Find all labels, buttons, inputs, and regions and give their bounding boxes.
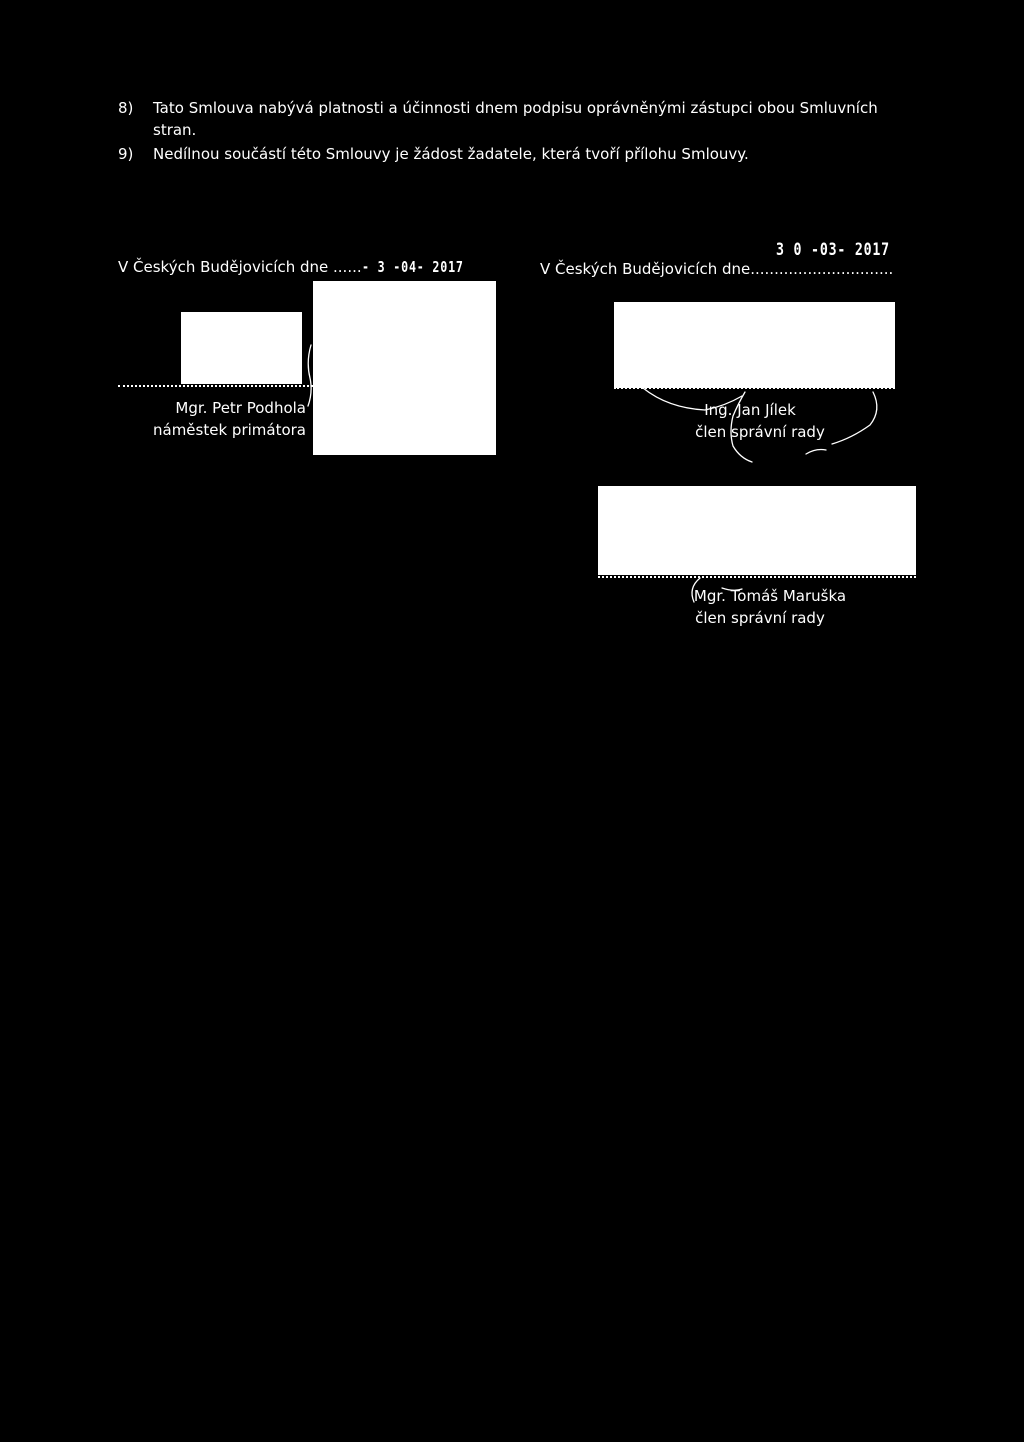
signature-stroke (692, 578, 700, 602)
signatory-role: člen správní rady (695, 423, 825, 441)
handwritten-date: - 3 -04- 2017 (361, 258, 464, 276)
signature-stroke (643, 388, 742, 410)
signatory-role: člen správní rady (695, 609, 825, 627)
signature-stroke (308, 345, 311, 406)
handwritten-date: 3 0 -03- 2017 (776, 240, 890, 260)
signatory-name: Mgr. Petr Podhola (175, 399, 306, 417)
place-prefix: V Českých Budějovicích dne (118, 258, 329, 276)
signature-stroke (731, 392, 752, 462)
clause-number: 8) (118, 99, 134, 117)
clause-number: 9) (118, 145, 134, 163)
place-prefix: V Českých Budějovicích dne (540, 260, 751, 278)
signatory-name: Mgr. Tomáš Maruška (693, 587, 847, 605)
clause-text: Nedílnou součástí této Smlouvy je žádost žadatele, která tvoří přílohu Smlouvy. (153, 145, 749, 163)
signatory-role: náměstek primátora (153, 421, 306, 439)
signatory-name: Ing. Jan Jílek (704, 401, 796, 419)
date-dots: ...... (333, 258, 362, 276)
signature-stroke (806, 450, 826, 455)
date-dots: .............................. (750, 260, 894, 278)
clause-text: Tato Smlouva nabývá platnosti a účinnosti dnem podpisu oprávněnými zástupci obou Smluvních stran. (153, 99, 878, 139)
signature-stroke (832, 392, 877, 444)
signature-stroke (722, 588, 742, 590)
